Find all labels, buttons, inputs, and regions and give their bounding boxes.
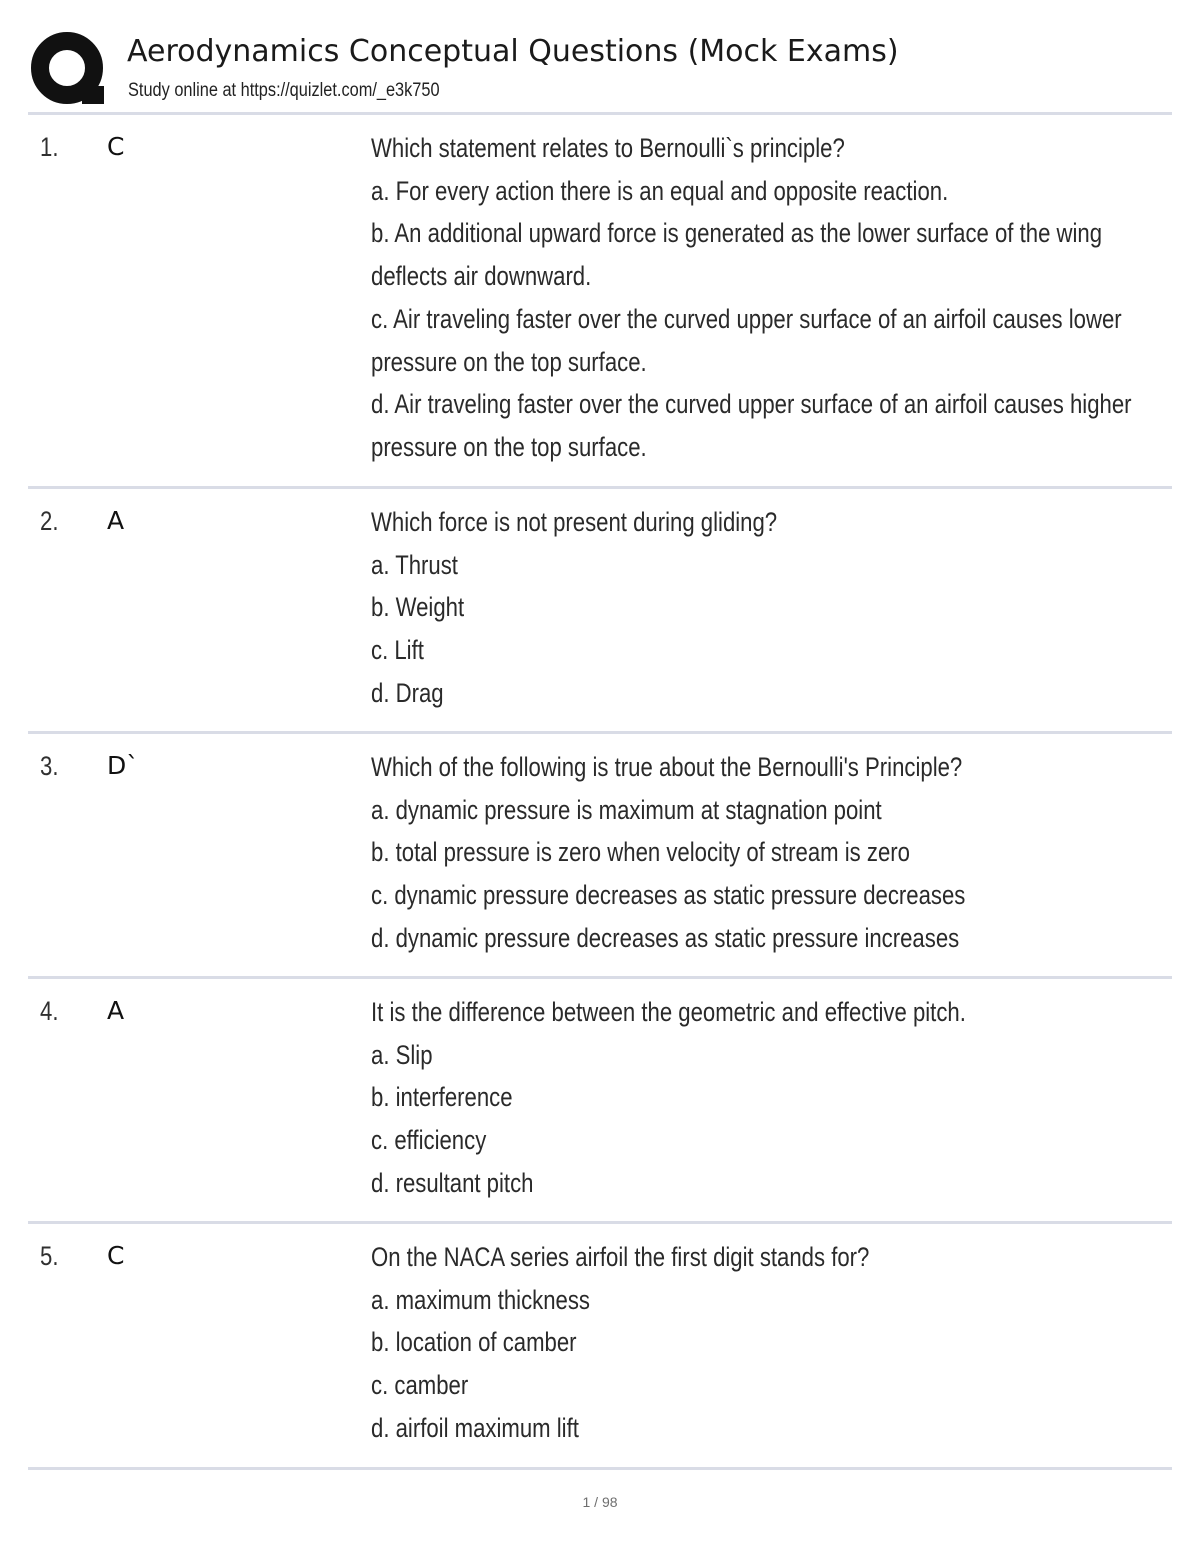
card-answer: D`: [107, 751, 139, 780]
option-line: pressure on the top surface.: [371, 431, 647, 462]
option-line: deflects air downward.: [371, 261, 592, 292]
card-answer: C: [107, 1241, 125, 1270]
card-number: 1.: [40, 132, 59, 162]
option-line: d. dynamic pressure decreases as static pressure increases: [371, 922, 960, 953]
quizlet-logo-icon: [30, 30, 108, 108]
option-line: c. Air traveling faster over the curved upper surface of an airfoil causes lower: [371, 303, 1122, 334]
flashcard: [28, 979, 1172, 1224]
card-number: 5.: [40, 1241, 59, 1271]
flashcard: [28, 489, 1172, 734]
study-online-link[interactable]: Study online at https://quizlet.com/_e3k750: [128, 80, 440, 101]
option-line: d. airfoil maximum lift: [371, 1412, 579, 1443]
card-number: 2.: [40, 506, 59, 536]
card-question: [371, 501, 1134, 715]
question-line: On the NACA series airfoil the first digit stands for?: [371, 1242, 870, 1272]
card-question: [371, 127, 1134, 469]
question-line: Which statement relates to Bernoulli`s principle?: [371, 133, 845, 163]
option-line: a. Slip: [371, 1039, 433, 1070]
flashcard: [28, 1224, 1172, 1470]
card-answer: A: [107, 996, 125, 1025]
card-answer: A: [107, 506, 125, 535]
option-line: b. Weight: [371, 592, 465, 623]
option-line: d. resultant pitch: [371, 1167, 534, 1198]
option-line: a. Thrust: [371, 549, 458, 580]
option-line: a. For every action there is an equal and opposite reaction.: [371, 175, 949, 206]
option-line: c. dynamic pressure decreases as static pressure decreases: [371, 880, 966, 911]
flashcard: [28, 734, 1172, 979]
question-line: It is the difference between the geometric and effective pitch.: [371, 997, 966, 1027]
card-question: [371, 991, 1134, 1205]
option-line: d. Air traveling faster over the curved upper surface of an airfoil causes higher: [371, 389, 1132, 420]
option-line: c. camber: [371, 1370, 469, 1401]
card-answer: C: [107, 132, 125, 161]
question-line: Which force is not present during gliding?: [371, 507, 778, 537]
card-question: [371, 1236, 1134, 1450]
card-question: [371, 746, 1134, 960]
option-line: b. total pressure is zero when velocity of stream is zero: [371, 837, 910, 868]
flashcard: [28, 115, 1172, 489]
card-number: 3.: [40, 751, 59, 781]
flashcard-list: [28, 115, 1172, 1470]
option-line: b. An additional upward force is generated as the lower surface of the wing: [371, 218, 1103, 249]
option-line: a. maximum thickness: [371, 1284, 591, 1315]
option-line: c. Lift: [371, 635, 424, 666]
option-line: a. dynamic pressure is maximum at stagnation point: [371, 794, 882, 825]
option-line: b. location of camber: [371, 1327, 577, 1358]
question-line: Which of the following is true about the Bernoulli's Principle?: [371, 752, 963, 782]
option-line: b. interference: [371, 1082, 513, 1113]
card-number: 4.: [40, 996, 59, 1026]
page-indicator: 1 / 98: [582, 1494, 618, 1510]
option-line: d. Drag: [371, 677, 444, 708]
page-title: Aerodynamics Conceptual Questions (Mock Exams): [127, 34, 899, 69]
page-header: [30, 28, 1172, 112]
option-line: c. efficiency: [371, 1125, 487, 1156]
option-line: pressure on the top surface.: [371, 346, 647, 377]
